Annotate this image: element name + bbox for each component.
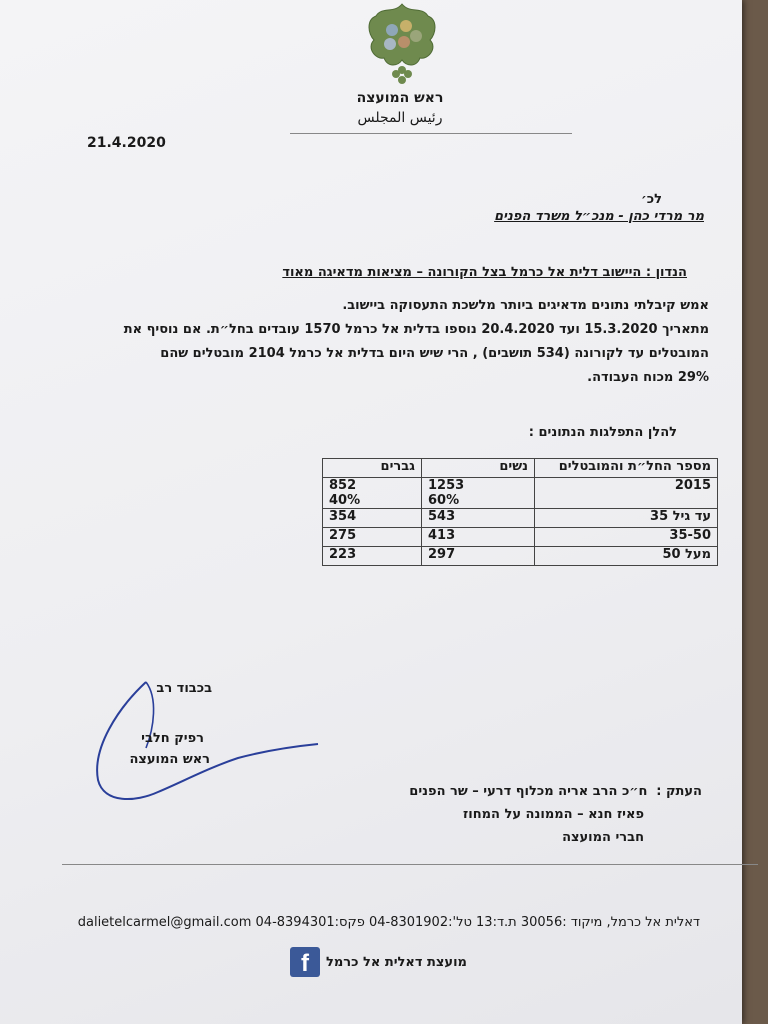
body-line: אמש קיבלתי נתונים מדאיגים ביותר מלשכת התעסוקה ביישוב.	[342, 298, 709, 313]
row-label: מעל 50	[535, 547, 718, 566]
body-line: 29% מכוח העבודה.	[587, 370, 709, 385]
signature-closing: בכבוד רב	[156, 681, 212, 696]
men-count: 852	[329, 478, 357, 493]
header-title-he: ראש המועצה	[356, 90, 444, 106]
men-cell	[323, 478, 422, 509]
cc-block	[372, 780, 702, 849]
table-row	[323, 509, 718, 528]
distribution-label: להלן התפלגות הנתונים :	[528, 425, 677, 440]
facebook-page-label[interactable]: מועצת דאלית אל כרמל	[326, 955, 467, 970]
women-count: 297	[422, 547, 535, 566]
body-line: מתאריך 15.3.2020 ועד 20.4.2020 נוספו בדלית אל כרמל 1570 עובדים בחל״ת. אם נוסיף את	[123, 322, 709, 337]
footer-divider	[62, 864, 758, 865]
council-emblem-leaf-icon	[362, 0, 442, 86]
row-label: עד גיל 35	[535, 509, 718, 528]
signatory-name: רפיק חלבי	[141, 731, 204, 746]
facebook-icon[interactable]: f	[290, 947, 320, 977]
cc-recipient: ח״כ הרב אריה מכלוף דרעי – שר הפנים	[409, 784, 648, 799]
women-cell	[422, 478, 535, 509]
table-row	[323, 478, 718, 509]
row-label: 35-50	[535, 528, 718, 547]
women-count: 413	[422, 528, 535, 547]
body-line: המובטלים עד לקורונה (534 תושבים) , הרי שיש היום בדלית אל כרמל 2104 מובטלים שהם	[160, 346, 709, 361]
women-count: 1253	[428, 478, 465, 493]
header-title-ar: رئيس المجلس	[357, 110, 443, 126]
row-label: 2015	[535, 478, 718, 509]
cc-first-line	[372, 780, 702, 803]
unemployment-table	[322, 458, 718, 566]
subject-line: הנדון : היישוב דלית אל כרמל בצל הקורונה – מציאות מדאיגה מאוד	[282, 265, 687, 280]
cc-recipient: חברי המועצה	[562, 830, 644, 845]
signatory-role: ראש המועצה	[129, 752, 210, 767]
men-percent: 40%	[329, 493, 361, 508]
col-header-men: גברים	[323, 459, 422, 478]
men-count: 354	[323, 509, 422, 528]
col-header-women: נשים	[422, 459, 535, 478]
women-count: 543	[422, 509, 535, 528]
addressee-name: מר מרדי כהן - מנכ״ל משרד הפנים	[494, 209, 704, 224]
letter-body	[82, 294, 709, 390]
letter-date: 21.4.2020	[87, 135, 166, 151]
footer-contact: דאלית אל כרמל, מיקוד :30056 ת.ד:13 טל':04-8301902 פקס:04-8394301 dalietelcarmel@gmail.com	[77, 915, 700, 930]
men-count: 275	[323, 528, 422, 547]
col-header-category: מספר החל״ת והמובטלים	[535, 459, 718, 478]
women-percent: 60%	[428, 493, 460, 508]
table-header-row	[323, 459, 718, 478]
table-row	[323, 528, 718, 547]
cc-label: העתק :	[656, 784, 702, 799]
addressee-label: לכ׳	[641, 192, 662, 207]
header-divider	[290, 133, 572, 134]
cc-recipient: פאיז חנא – הממונה על המחוז	[463, 807, 644, 822]
men-count: 223	[323, 547, 422, 566]
table-row	[323, 547, 718, 566]
